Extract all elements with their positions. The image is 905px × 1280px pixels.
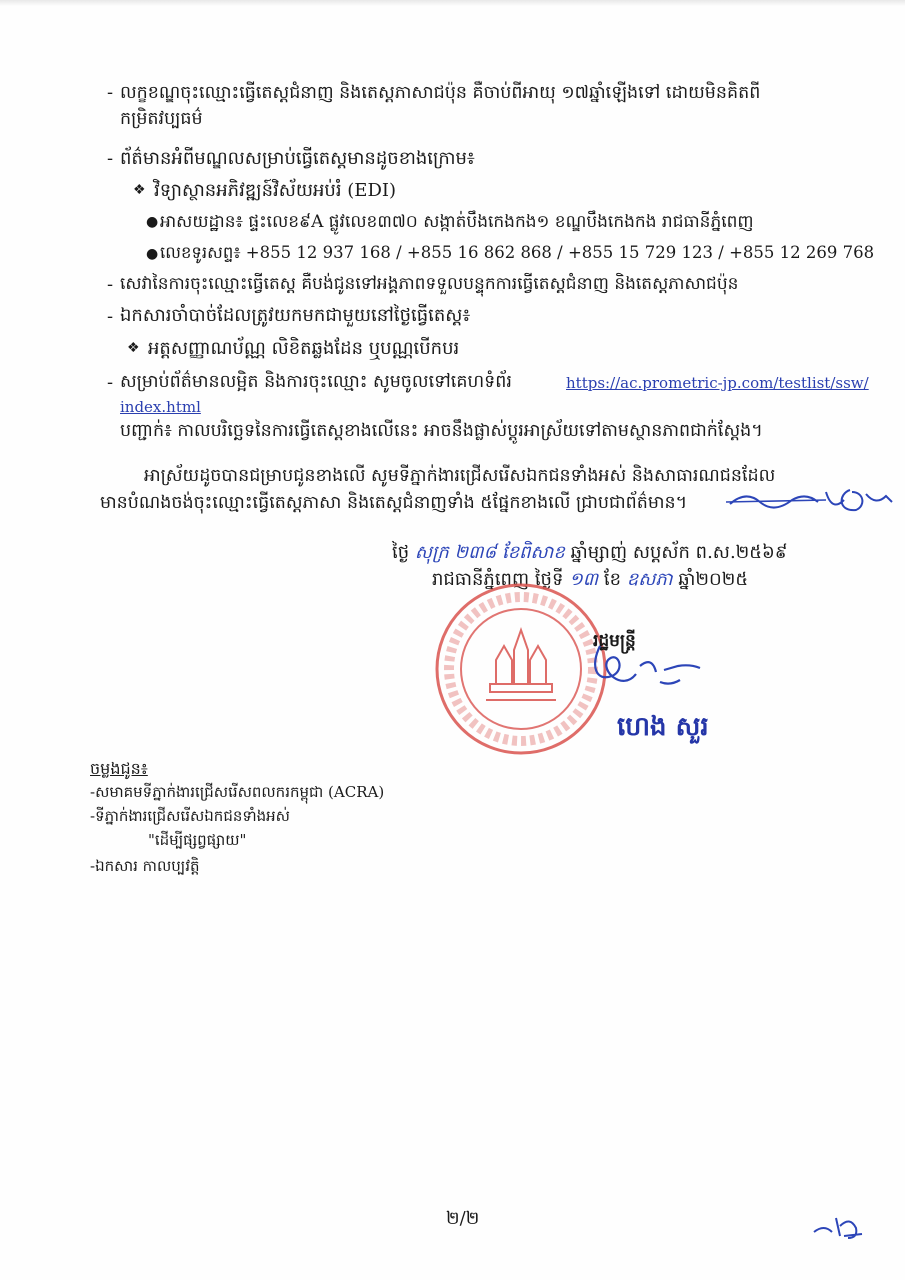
center-name: វិទ្យាស្ថានអភិវឌ្ឍន៍វិស័យអប់រំ (EDI) [154, 180, 397, 201]
fee-text: សេវានៃការចុះឈ្មោះធ្វើតេស្ត គឺបង់ជូនទៅអង្គភាពទទួលបន្ទុកការធ្វើតេស្តជំនាញ និងតេស្តភាសាជប៉ុន [120, 274, 739, 294]
note-text: បញ្ជាក់៖ កាលបរិច្ឆេទនៃការធ្វើតេស្តខាងលើនេះ អាចនឹងផ្លាស់ប្តូរអាស្រ័យទៅតាមស្ថានភាពជាក់ស្តែង។ [120, 421, 763, 441]
registration-link-cont[interactable]: index.html [120, 398, 201, 416]
closing-text: អាស្រ័យដូចបានជម្រាបជូនខាងលើ សូមទីភ្នាក់ងារជ្រើសរើសឯកជនទាំងអស់ និងសាធារណជនដែល [144, 466, 776, 486]
dash-marker: - [107, 306, 114, 327]
handwritten-month: ឧសភា [626, 569, 673, 590]
bullet-icon: ● [146, 246, 159, 262]
handwritten-date: សុក្រ ២៣៨ ខែពិសាខ [414, 542, 565, 563]
year-label: ឆ្នាំ២០២៥ [678, 569, 749, 590]
scan-edge [0, 0, 905, 6]
date-prefix: ថ្ងៃ [392, 542, 410, 563]
cc-line: -ទីភ្នាក់ងារជ្រើសរើសឯកជនទាំងអស់ [90, 807, 290, 825]
date-place: រាជធានីភ្នំពេញ ថ្ងៃទី [432, 569, 564, 590]
center-address: អាសយដ្ឋាន៖ ផ្ទះលេខ៩A ផ្លូវលេខ៣៧០ សង្កាត់បឹងកេងកង១ ខណ្ឌបឹងកេងកង រាជធានីភ្នំពេញ [160, 212, 754, 232]
documents-list: អត្តសញ្ញាណប័ណ្ណ លិខិតឆ្លងដែន ឬបណ្ណបើកបរ [148, 338, 460, 359]
requirement-text: លក្ខខណ្ឌចុះឈ្មោះធ្វើតេស្តជំនាញ និងតេស្តភាសាជប៉ុន គឺចាប់ពីអាយុ ១៧ឆ្នាំឡើងទៅ ដោយមិនគិតពី [120, 83, 761, 103]
handwritten-annotation-icon [726, 484, 896, 516]
bullet-icon: ● [146, 214, 159, 230]
registration-link[interactable]: https://ac.prometric-jp.com/testlist/ssw/ [566, 374, 869, 392]
page-number: ២/២ [446, 1208, 480, 1229]
diamond-bullet-icon: ❖ [133, 182, 146, 198]
dash-marker: - [107, 148, 114, 169]
signature-icon [560, 636, 710, 706]
handwritten-day: ១៣ [569, 569, 599, 590]
documents-heading: ឯកសារចាំបាច់ដែលត្រូវយកមកជាមួយនៅថ្ងៃធ្វើតេស្ត៖ [120, 305, 471, 326]
cc-heading: ចម្លងជូន៖ [90, 759, 148, 778]
lunar-year: ឆ្នាំម្សាញ់ សប្តស័ក ព.ស.២៥៦៩ [570, 542, 788, 563]
minister-title: រដ្ឋមន្ត្រី [593, 631, 636, 651]
dash-marker: - [107, 82, 114, 103]
center-phone: លេខទូរសព្ទ៖ +855 12 937 168 / +855 16 862 868 / +855 15 729 123 / +855 12 269 768 [160, 243, 875, 262]
cc-line: -សមាគមទីភ្នាក់ងារជ្រើសរើសពលករកម្ពុជា (ACRA) [90, 783, 385, 801]
initials-icon [810, 1210, 866, 1244]
dash-marker: - [107, 372, 114, 393]
center-info-heading: ព័ត៌មានអំពីមណ្ឌលសម្រាប់ធ្វើតេស្តមានដូចខាងក្រោម៖ [120, 148, 475, 169]
registration-info: សម្រាប់ព័ត៌មានលម្អិត និងការចុះឈ្មោះ សូមចូលទៅគេហទំព័រ [120, 372, 512, 392]
diamond-bullet-icon: ❖ [127, 340, 140, 356]
dash-marker: - [107, 274, 114, 295]
cc-line: -ឯកសារ កាលប្បវត្តិ [90, 857, 200, 875]
signer-name: ហេង សួរ [617, 712, 709, 742]
requirement-text-cont: កម្រិតវប្បធម៌ [120, 109, 203, 129]
month-label: ខែ [603, 569, 622, 590]
lunar-date [392, 540, 788, 566]
closing-text-cont: មានបំណងចង់ចុះឈ្មោះធ្វើតេស្តភាសា និងតេស្តជំនាញទាំង ៥ផ្នែកខាងលើ ជ្រាបជាព័ត៌មាន។ [100, 493, 688, 513]
cc-line: "ដើម្បីផ្សព្វផ្សាយ" [148, 831, 247, 849]
